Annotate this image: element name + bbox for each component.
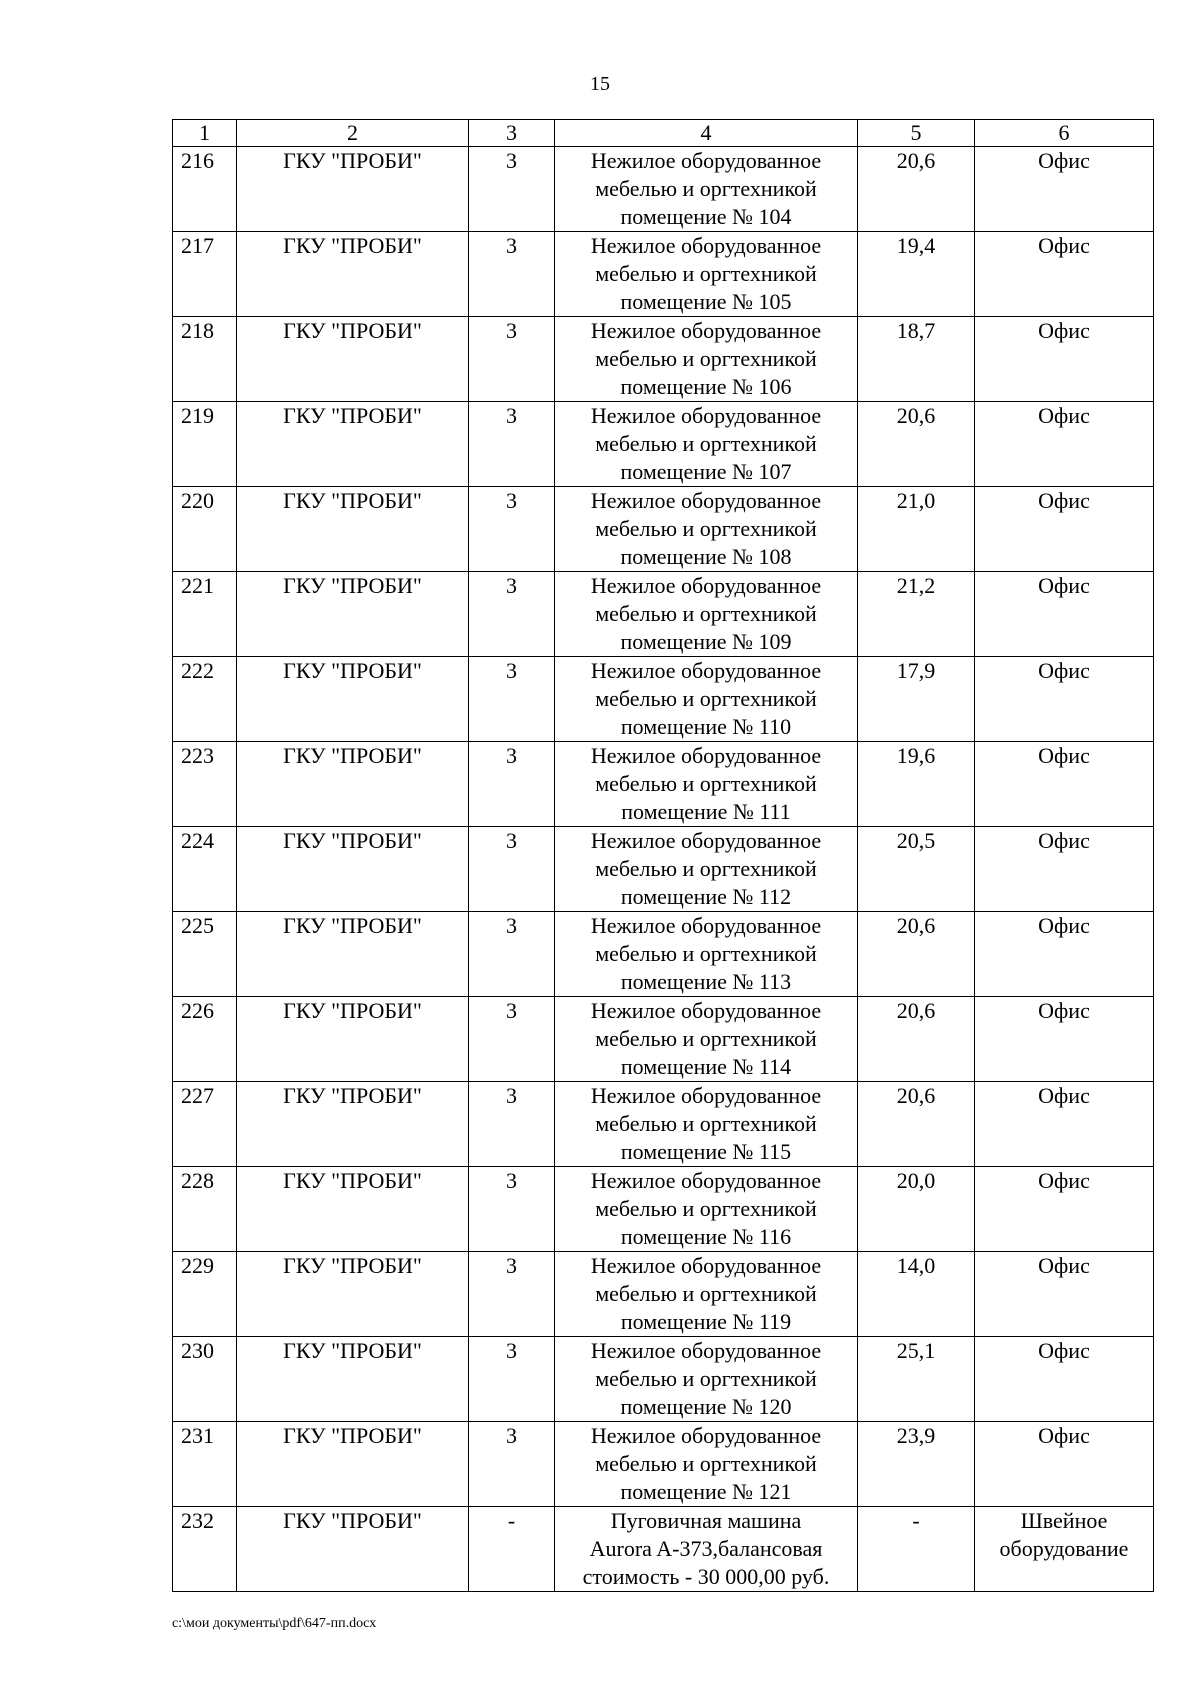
organization-cell: ГКУ "ПРОБИ" (237, 827, 469, 912)
organization-cell: ГКУ "ПРОБИ" (237, 1252, 469, 1337)
floor-cell: 3 (469, 1252, 555, 1337)
area-cell: 20,6 (858, 147, 975, 232)
organization-cell: ГКУ "ПРОБИ" (237, 1082, 469, 1167)
organization-cell: ГКУ "ПРОБИ" (237, 657, 469, 742)
organization-cell: ГКУ "ПРОБИ" (237, 997, 469, 1082)
purpose-cell (975, 572, 1154, 657)
purpose-line: Офис (1038, 318, 1090, 343)
purpose-cell (975, 402, 1154, 487)
table-row (173, 997, 1154, 1082)
description-line: Нежилое оборудованное (590, 658, 822, 683)
purpose-line: Офис (1038, 828, 1090, 853)
description-line: Нежилое оборудованное (590, 913, 822, 938)
purpose-line: Офис (1038, 998, 1090, 1023)
description-line: мебелью и оргтехникой (595, 771, 817, 796)
area-cell: 17,9 (858, 657, 975, 742)
row-number-cell: 229 (173, 1252, 237, 1337)
description-line: мебелью и оргтехникой (595, 1366, 817, 1391)
description-line: мебелью и оргтехникой (595, 1111, 817, 1136)
description-line: помещение № 116 (620, 1224, 792, 1249)
area-cell: 20,5 (858, 827, 975, 912)
description-line: мебелью и оргтехникой (595, 601, 817, 626)
purpose-line: Офис (1038, 1168, 1090, 1193)
purpose-cell (975, 1082, 1154, 1167)
description-line: мебелью и оргтехникой (595, 1196, 817, 1221)
floor-cell: 3 (469, 1167, 555, 1252)
row-number-cell: 219 (173, 402, 237, 487)
row-number-cell: 220 (173, 487, 237, 572)
table-row (173, 1167, 1154, 1252)
organization-cell: ГКУ "ПРОБИ" (237, 1167, 469, 1252)
description-line: стоимость - 30 000,00 руб. (582, 1564, 830, 1589)
table-row (173, 232, 1154, 317)
table-row (173, 572, 1154, 657)
description-line: мебелью и оргтехникой (595, 516, 817, 541)
floor-cell: 3 (469, 657, 555, 742)
description-line: помещение № 107 (620, 459, 792, 484)
description-line: мебелью и оргтехникой (595, 686, 817, 711)
description-cell (555, 1252, 858, 1337)
floor-cell: 3 (469, 402, 555, 487)
description-cell (555, 912, 858, 997)
description-line: Нежилое оборудованное (590, 998, 822, 1023)
purpose-line: Офис (1038, 488, 1090, 513)
area-cell: 20,6 (858, 912, 975, 997)
description-line: помещение № 113 (620, 969, 792, 994)
description-line: Нежилое оборудованное (590, 403, 822, 428)
table-header-row (173, 120, 1154, 147)
table-row (173, 1507, 1154, 1592)
area-cell: 20,6 (858, 997, 975, 1082)
area-cell: 18,7 (858, 317, 975, 402)
purpose-line: Швейное (1020, 1508, 1108, 1533)
footer-file-path: c:\мои документы\pdf\647-пп.docx (172, 1616, 377, 1631)
description-cell (555, 997, 858, 1082)
description-line: мебелью и оргтехникой (595, 431, 817, 456)
organization-cell: ГКУ "ПРОБИ" (237, 742, 469, 827)
purpose-cell (975, 657, 1154, 742)
description-line: мебелью и оргтехникой (595, 176, 817, 201)
purpose-cell (975, 1507, 1154, 1592)
description-line: Нежилое оборудованное (590, 1423, 822, 1448)
organization-cell: ГКУ "ПРОБИ" (237, 1507, 469, 1592)
purpose-cell (975, 997, 1154, 1082)
table-row (173, 317, 1154, 402)
table-row (173, 402, 1154, 487)
organization-cell: ГКУ "ПРОБИ" (237, 912, 469, 997)
floor-cell: 3 (469, 232, 555, 317)
description-line: помещение № 111 (621, 799, 791, 824)
property-table (172, 119, 1154, 1592)
organization-cell: ГКУ "ПРОБИ" (237, 147, 469, 232)
description-line: Нежилое оборудованное (590, 1168, 822, 1193)
organization-cell: ГКУ "ПРОБИ" (237, 572, 469, 657)
purpose-line: Офис (1038, 1423, 1090, 1448)
page-number: 15 (590, 73, 610, 95)
description-line: мебелью и оргтехникой (595, 1451, 817, 1476)
row-number-cell: 228 (173, 1167, 237, 1252)
description-line: мебелью и оргтехникой (595, 346, 817, 371)
description-line: помещение № 110 (620, 714, 792, 739)
description-line: помещение № 121 (620, 1479, 792, 1504)
description-line: Нежилое оборудованное (590, 1083, 822, 1108)
row-number-cell: 230 (173, 1337, 237, 1422)
column-header: 6 (975, 120, 1154, 147)
row-number-cell: 221 (173, 572, 237, 657)
organization-cell: ГКУ "ПРОБИ" (237, 232, 469, 317)
table-row (173, 742, 1154, 827)
floor-cell: 3 (469, 487, 555, 572)
description-line: мебелью и оргтехникой (595, 1281, 817, 1306)
purpose-line: Офис (1038, 403, 1090, 428)
description-cell (555, 827, 858, 912)
floor-cell: 3 (469, 742, 555, 827)
description-cell (555, 147, 858, 232)
description-cell (555, 657, 858, 742)
column-header: 1 (173, 120, 237, 147)
description-cell (555, 232, 858, 317)
floor-cell: 3 (469, 1422, 555, 1507)
description-line: мебелью и оргтехникой (595, 856, 817, 881)
description-line: Aurora A-373,балансовая (589, 1536, 823, 1561)
area-cell: 20,0 (858, 1167, 975, 1252)
description-line: помещение № 104 (620, 204, 792, 229)
purpose-cell (975, 1167, 1154, 1252)
floor-cell: 3 (469, 827, 555, 912)
description-line: Нежилое оборудованное (590, 1253, 822, 1278)
purpose-line: Офис (1038, 913, 1090, 938)
organization-cell: ГКУ "ПРОБИ" (237, 402, 469, 487)
purpose-cell (975, 1422, 1154, 1507)
description-line: Нежилое оборудованное (590, 233, 822, 258)
area-cell: 14,0 (858, 1252, 975, 1337)
description-line: помещение № 106 (620, 374, 792, 399)
description-line: помещение № 109 (620, 629, 792, 654)
row-number-cell: 225 (173, 912, 237, 997)
row-number-cell: 218 (173, 317, 237, 402)
description-line: Пуговичная машина (610, 1508, 802, 1533)
floor-cell: 3 (469, 912, 555, 997)
description-cell (555, 1082, 858, 1167)
purpose-cell (975, 1337, 1154, 1422)
area-cell: - (858, 1507, 975, 1592)
purpose-cell (975, 147, 1154, 232)
description-cell (555, 1337, 858, 1422)
description-line: помещение № 108 (620, 544, 792, 569)
description-line: Нежилое оборудованное (590, 743, 822, 768)
row-number-cell: 224 (173, 827, 237, 912)
row-number-cell: 231 (173, 1422, 237, 1507)
description-line: мебелью и оргтехникой (595, 941, 817, 966)
column-header: 5 (858, 120, 975, 147)
description-line: мебелью и оргтехникой (595, 261, 817, 286)
floor-cell: - (469, 1507, 555, 1592)
table-row (173, 827, 1154, 912)
purpose-cell (975, 487, 1154, 572)
purpose-line: Офис (1038, 658, 1090, 683)
purpose-line: Офис (1038, 233, 1090, 258)
area-cell: 20,6 (858, 402, 975, 487)
floor-cell: 3 (469, 1337, 555, 1422)
description-line: Нежилое оборудованное (590, 573, 822, 598)
area-cell: 20,6 (858, 1082, 975, 1167)
table-row (173, 1252, 1154, 1337)
organization-cell: ГКУ "ПРОБИ" (237, 1337, 469, 1422)
description-cell (555, 487, 858, 572)
purpose-cell (975, 742, 1154, 827)
description-cell (555, 1422, 858, 1507)
purpose-line: оборудование (999, 1536, 1129, 1561)
area-cell: 25,1 (858, 1337, 975, 1422)
description-line: Нежилое оборудованное (590, 318, 822, 343)
description-cell (555, 1167, 858, 1252)
purpose-cell (975, 912, 1154, 997)
description-line: помещение № 119 (620, 1309, 792, 1334)
description-line: помещение № 114 (620, 1054, 792, 1079)
floor-cell: 3 (469, 317, 555, 402)
organization-cell: ГКУ "ПРОБИ" (237, 1422, 469, 1507)
purpose-cell (975, 827, 1154, 912)
purpose-line: Офис (1038, 743, 1090, 768)
purpose-cell (975, 1252, 1154, 1337)
description-line: помещение № 120 (620, 1394, 792, 1419)
table-row (173, 912, 1154, 997)
organization-cell: ГКУ "ПРОБИ" (237, 487, 469, 572)
description-cell (555, 402, 858, 487)
column-header: 2 (237, 120, 469, 147)
column-header: 4 (555, 120, 858, 147)
row-number-cell: 232 (173, 1507, 237, 1592)
area-cell: 23,9 (858, 1422, 975, 1507)
table-row (173, 1422, 1154, 1507)
table-row (173, 657, 1154, 742)
description-cell (555, 317, 858, 402)
description-cell (555, 742, 858, 827)
purpose-line: Офис (1038, 148, 1090, 173)
purpose-line: Офис (1038, 1338, 1090, 1363)
row-number-cell: 227 (173, 1082, 237, 1167)
purpose-line: Офис (1038, 573, 1090, 598)
description-line: Нежилое оборудованное (590, 1338, 822, 1363)
description-line: помещение № 112 (620, 884, 792, 909)
purpose-cell (975, 317, 1154, 402)
row-number-cell: 222 (173, 657, 237, 742)
row-number-cell: 223 (173, 742, 237, 827)
purpose-cell (975, 232, 1154, 317)
row-number-cell: 216 (173, 147, 237, 232)
description-line: Нежилое оборудованное (590, 148, 822, 173)
description-line: помещение № 115 (620, 1139, 792, 1164)
description-line: помещение № 105 (620, 289, 792, 314)
column-header: 3 (469, 120, 555, 147)
description-line: Нежилое оборудованное (590, 828, 822, 853)
description-cell (555, 572, 858, 657)
table-row (173, 487, 1154, 572)
area-cell: 19,6 (858, 742, 975, 827)
purpose-line: Офис (1038, 1253, 1090, 1278)
floor-cell: 3 (469, 1082, 555, 1167)
area-cell: 21,0 (858, 487, 975, 572)
row-number-cell: 226 (173, 997, 237, 1082)
table-row (173, 147, 1154, 232)
description-cell (555, 1507, 858, 1592)
row-number-cell: 217 (173, 232, 237, 317)
area-cell: 21,2 (858, 572, 975, 657)
table-row (173, 1082, 1154, 1167)
floor-cell: 3 (469, 147, 555, 232)
description-line: мебелью и оргтехникой (595, 1026, 817, 1051)
floor-cell: 3 (469, 997, 555, 1082)
description-line: Нежилое оборудованное (590, 488, 822, 513)
table-row (173, 1337, 1154, 1422)
purpose-line: Офис (1038, 1083, 1090, 1108)
area-cell: 19,4 (858, 232, 975, 317)
floor-cell: 3 (469, 572, 555, 657)
organization-cell: ГКУ "ПРОБИ" (237, 317, 469, 402)
